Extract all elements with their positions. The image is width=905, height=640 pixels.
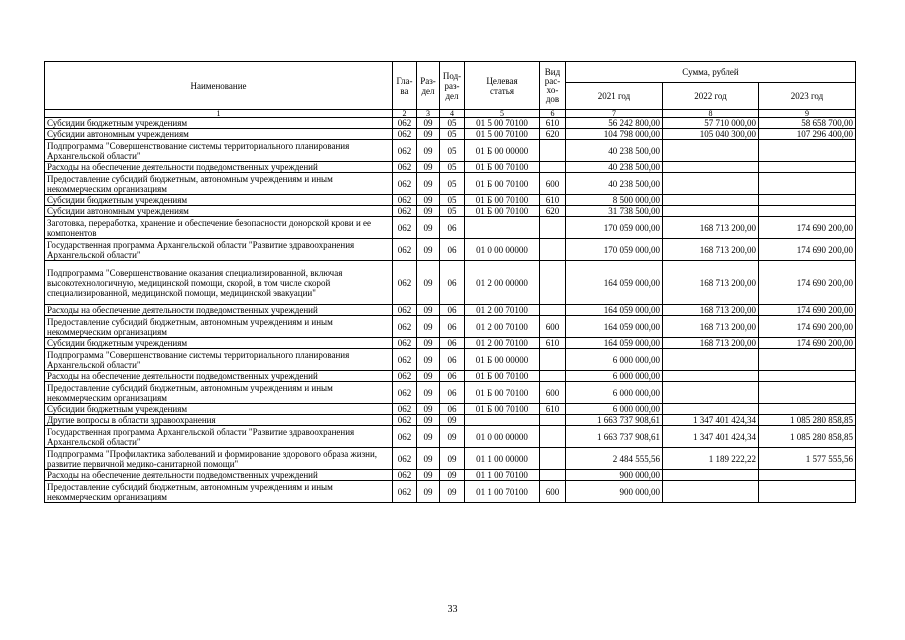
cell-target: 01 2 00 70100 (465, 305, 540, 316)
cell-target: 01 0 00 00000 (465, 239, 540, 261)
cell-name: Предоставление субсидий бюджетным, автономным учреждениям и иным некоммерческим организациям (45, 316, 393, 338)
cell-podrazdel: 05 (440, 140, 465, 162)
cell-razdel: 09 (417, 129, 440, 140)
cell-razdel: 09 (417, 140, 440, 162)
table-row (45, 195, 856, 206)
cell-name: Расходы на обеспечение деятельности подведомственных учреждений (45, 371, 393, 382)
cell-y2023: 174 690 200,00 (759, 316, 856, 338)
table-row (45, 129, 856, 140)
cell-podrazdel: 05 (440, 129, 465, 140)
table-row (45, 426, 856, 448)
cell-y2023 (759, 404, 856, 415)
table-row (45, 481, 856, 503)
cell-target: 01 5 00 70100 (465, 118, 540, 129)
cell-target: 01 2 00 00000 (465, 261, 540, 305)
cell-razdel: 09 (417, 470, 440, 481)
cell-target: 01 Б 00 70100 (465, 404, 540, 415)
cell-y2021: 40 238 500,00 (566, 162, 663, 173)
cell-razdel: 09 (417, 239, 440, 261)
cell-podrazdel: 09 (440, 415, 465, 426)
cell-target: 01 1 00 00000 (465, 448, 540, 470)
cell-y2021: 900 000,00 (566, 481, 663, 503)
cell-razdel: 09 (417, 118, 440, 129)
cell-glava: 062 (393, 217, 417, 239)
cell-razdel: 09 (417, 173, 440, 195)
budget-table (44, 61, 856, 503)
cell-podrazdel: 05 (440, 206, 465, 217)
cell-podrazdel: 05 (440, 195, 465, 206)
cell-name: Субсидии бюджетным учреждениям (45, 404, 393, 415)
cell-target: 01 Б 00 00000 (465, 349, 540, 371)
cell-razdel: 09 (417, 261, 440, 305)
table-row (45, 382, 856, 404)
cell-vid: 600 (540, 173, 566, 195)
cell-podrazdel: 06 (440, 382, 465, 404)
cell-name: Подпрограмма "Совершенствование системы территориального планирования Архангельской области" (45, 140, 393, 162)
cell-y2021: 2 484 555,56 (566, 448, 663, 470)
cell-y2022 (663, 404, 759, 415)
cell-name: Субсидии автономным учреждениям (45, 206, 393, 217)
cell-y2021: 6 000 000,00 (566, 404, 663, 415)
column-number: 4 (440, 110, 465, 118)
cell-y2021: 6 000 000,00 (566, 371, 663, 382)
cell-glava: 062 (393, 195, 417, 206)
cell-glava: 062 (393, 206, 417, 217)
cell-y2023: 174 690 200,00 (759, 239, 856, 261)
cell-glava: 062 (393, 382, 417, 404)
cell-y2021: 40 238 500,00 (566, 140, 663, 162)
cell-name: Подпрограмма "Совершенствование системы территориального планирования Архангельской области" (45, 349, 393, 371)
cell-y2023: 174 690 200,00 (759, 217, 856, 239)
column-number: 7 (566, 110, 663, 118)
cell-y2023: 174 690 200,00 (759, 338, 856, 349)
cell-target: 01 2 00 70100 (465, 316, 540, 338)
cell-podrazdel: 06 (440, 217, 465, 239)
cell-y2021: 1 663 737 908,61 (566, 426, 663, 448)
cell-podrazdel: 06 (440, 305, 465, 316)
cell-vid: 620 (540, 129, 566, 140)
cell-vid (540, 162, 566, 173)
cell-name: Субсидии автономным учреждениям (45, 129, 393, 140)
cell-target (465, 217, 540, 239)
table-row (45, 173, 856, 195)
cell-y2023 (759, 206, 856, 217)
cell-razdel: 09 (417, 206, 440, 217)
cell-glava: 062 (393, 481, 417, 503)
cell-y2023 (759, 162, 856, 173)
cell-vid: 620 (540, 206, 566, 217)
cell-vid (540, 305, 566, 316)
column-number-row (45, 110, 856, 118)
cell-name: Субсидии бюджетным учреждениям (45, 338, 393, 349)
cell-target: 01 Б 00 70100 (465, 382, 540, 404)
cell-podrazdel: 06 (440, 316, 465, 338)
cell-y2021: 56 242 800,00 (566, 118, 663, 129)
cell-razdel: 09 (417, 195, 440, 206)
cell-y2022: 57 710 000,00 (663, 118, 759, 129)
cell-vid: 600 (540, 481, 566, 503)
cell-vid: 610 (540, 404, 566, 415)
cell-y2021: 170 059 000,00 (566, 239, 663, 261)
cell-glava: 062 (393, 162, 417, 173)
cell-vid (540, 415, 566, 426)
cell-podrazdel: 06 (440, 261, 465, 305)
cell-y2023: 174 690 200,00 (759, 305, 856, 316)
header-year-2023: 2023 год (759, 83, 856, 110)
cell-podrazdel: 05 (440, 162, 465, 173)
cell-target: 01 Б 00 70100 (465, 162, 540, 173)
cell-name: Предоставление субсидий бюджетным, автономным учреждениям и иным некоммерческим организациям (45, 173, 393, 195)
cell-name: Подпрограмма "Профилактика заболеваний и формирование здорового образа жизни, развитие первичной медико-санитарной помощи" (45, 448, 393, 470)
cell-y2022: 168 713 200,00 (663, 261, 759, 305)
table-row (45, 371, 856, 382)
cell-razdel: 09 (417, 162, 440, 173)
cell-y2021: 8 500 000,00 (566, 195, 663, 206)
cell-name: Субсидии бюджетным учреждениям (45, 195, 393, 206)
cell-y2022 (663, 349, 759, 371)
header-glava: Гла- ва (393, 62, 417, 110)
cell-podrazdel: 05 (440, 118, 465, 129)
cell-glava: 062 (393, 316, 417, 338)
header-sum: Сумма, рублей (566, 62, 856, 83)
cell-y2023 (759, 173, 856, 195)
cell-podrazdel: 09 (440, 481, 465, 503)
cell-y2023 (759, 470, 856, 481)
cell-vid (540, 470, 566, 481)
cell-vid (540, 448, 566, 470)
table-row (45, 206, 856, 217)
cell-glava: 062 (393, 239, 417, 261)
cell-y2022: 168 713 200,00 (663, 316, 759, 338)
column-number: 2 (393, 110, 417, 118)
cell-target: 01 1 00 70100 (465, 470, 540, 481)
cell-glava: 062 (393, 261, 417, 305)
cell-y2022 (663, 371, 759, 382)
cell-y2022: 168 713 200,00 (663, 217, 759, 239)
cell-y2023 (759, 140, 856, 162)
cell-y2021: 164 059 000,00 (566, 261, 663, 305)
page-number: 33 (447, 604, 458, 615)
cell-podrazdel: 06 (440, 338, 465, 349)
cell-y2021: 900 000,00 (566, 470, 663, 481)
cell-y2023: 1 577 555,56 (759, 448, 856, 470)
cell-name: Расходы на обеспечение деятельности подведомственных учреждений (45, 305, 393, 316)
cell-razdel: 09 (417, 316, 440, 338)
cell-y2022: 168 713 200,00 (663, 305, 759, 316)
column-number: 8 (663, 110, 759, 118)
column-number: 5 (465, 110, 540, 118)
cell-name: Расходы на обеспечение деятельности подведомственных учреждений (45, 470, 393, 481)
cell-razdel: 09 (417, 349, 440, 371)
cell-name: Государственная программа Архангельской области "Развитие здравоохранения Архангельской области" (45, 239, 393, 261)
cell-glava: 062 (393, 129, 417, 140)
column-number: 1 (45, 110, 393, 118)
cell-razdel: 09 (417, 338, 440, 349)
table-row (45, 415, 856, 426)
cell-podrazdel: 06 (440, 404, 465, 415)
table-row (45, 140, 856, 162)
cell-target: 01 5 00 70100 (465, 129, 540, 140)
cell-razdel: 09 (417, 426, 440, 448)
cell-target: 01 1 00 70100 (465, 481, 540, 503)
cell-podrazdel: 06 (440, 371, 465, 382)
cell-y2023 (759, 195, 856, 206)
cell-y2021: 40 238 500,00 (566, 173, 663, 195)
cell-y2022 (663, 382, 759, 404)
table-row (45, 470, 856, 481)
cell-y2021: 104 798 000,00 (566, 129, 663, 140)
cell-vid (540, 261, 566, 305)
cell-glava: 062 (393, 470, 417, 481)
cell-y2022 (663, 206, 759, 217)
cell-name: Субсидии бюджетным учреждениям (45, 118, 393, 129)
cell-glava: 062 (393, 118, 417, 129)
cell-y2022: 1 189 222,22 (663, 448, 759, 470)
cell-target: 01 0 00 00000 (465, 426, 540, 448)
table-row (45, 217, 856, 239)
cell-vid (540, 371, 566, 382)
cell-razdel: 09 (417, 481, 440, 503)
cell-target: 01 Б 00 70100 (465, 206, 540, 217)
cell-y2022: 105 040 300,00 (663, 129, 759, 140)
cell-y2022 (663, 470, 759, 481)
cell-name: Государственная программа Архангельской области "Развитие здравоохранения Архангельской области" (45, 426, 393, 448)
cell-y2022: 168 713 200,00 (663, 338, 759, 349)
cell-y2021: 164 059 000,00 (566, 305, 663, 316)
cell-y2023: 1 085 280 858,85 (759, 426, 856, 448)
table-row (45, 118, 856, 129)
cell-podrazdel: 06 (440, 239, 465, 261)
cell-y2021: 31 738 500,00 (566, 206, 663, 217)
header-name: Наименование (45, 62, 393, 110)
cell-podrazdel: 06 (440, 349, 465, 371)
cell-glava: 062 (393, 404, 417, 415)
header-year-2021: 2021 год (566, 83, 663, 110)
cell-y2022 (663, 481, 759, 503)
column-number: 6 (540, 110, 566, 118)
cell-y2022 (663, 162, 759, 173)
cell-y2021: 164 059 000,00 (566, 338, 663, 349)
cell-y2021: 164 059 000,00 (566, 316, 663, 338)
header-year-2022: 2022 год (663, 83, 759, 110)
cell-y2022 (663, 140, 759, 162)
cell-glava: 062 (393, 173, 417, 195)
column-number: 3 (417, 110, 440, 118)
cell-y2023 (759, 349, 856, 371)
cell-vid (540, 217, 566, 239)
cell-razdel: 09 (417, 371, 440, 382)
table-row (45, 338, 856, 349)
cell-name: Расходы на обеспечение деятельности подведомственных учреждений (45, 162, 393, 173)
cell-y2023 (759, 481, 856, 503)
table-row (45, 349, 856, 371)
table-row (45, 261, 856, 305)
table-row (45, 404, 856, 415)
cell-y2022: 1 347 401 424,34 (663, 415, 759, 426)
cell-y2023: 107 296 400,00 (759, 129, 856, 140)
cell-glava: 062 (393, 349, 417, 371)
cell-y2023 (759, 382, 856, 404)
cell-y2023: 174 690 200,00 (759, 261, 856, 305)
cell-target: 01 2 00 70100 (465, 338, 540, 349)
cell-razdel: 09 (417, 415, 440, 426)
cell-vid: 600 (540, 382, 566, 404)
cell-glava: 062 (393, 371, 417, 382)
cell-y2021: 1 663 737 908,61 (566, 415, 663, 426)
cell-y2023 (759, 371, 856, 382)
cell-y2021: 6 000 000,00 (566, 349, 663, 371)
cell-vid (540, 426, 566, 448)
table-row (45, 305, 856, 316)
cell-razdel: 09 (417, 404, 440, 415)
cell-glava: 062 (393, 415, 417, 426)
cell-y2023: 58 658 700,00 (759, 118, 856, 129)
cell-vid: 610 (540, 118, 566, 129)
cell-target: 01 Б 00 70100 (465, 371, 540, 382)
table-row (45, 448, 856, 470)
table-row (45, 162, 856, 173)
cell-vid (540, 140, 566, 162)
cell-podrazdel: 09 (440, 470, 465, 481)
cell-y2021: 170 059 000,00 (566, 217, 663, 239)
cell-name: Подпрограмма "Совершенствование оказания специализированной, включая высокотехнологичную, медицинской помощи, скорой, в том числе скорой специализированной, медицинской помощи, медицинской эвакуации" (45, 261, 393, 305)
table-row (45, 239, 856, 261)
cell-target (465, 415, 540, 426)
cell-vid: 610 (540, 195, 566, 206)
cell-target: 01 Б 00 70100 (465, 173, 540, 195)
column-number: 9 (759, 110, 856, 118)
cell-podrazdel: 05 (440, 173, 465, 195)
cell-name: Другие вопросы в области здравоохранения (45, 415, 393, 426)
cell-target: 01 Б 00 70100 (465, 195, 540, 206)
cell-y2022 (663, 173, 759, 195)
cell-y2023: 1 085 280 858,85 (759, 415, 856, 426)
cell-vid: 610 (540, 338, 566, 349)
cell-razdel: 09 (417, 448, 440, 470)
header-vid: Вид рас- хо- дов (540, 62, 566, 110)
cell-name: Предоставление субсидий бюджетным, автономным учреждениям и иным некоммерческим организациям (45, 481, 393, 503)
cell-vid: 600 (540, 316, 566, 338)
cell-y2021: 6 000 000,00 (566, 382, 663, 404)
cell-glava: 062 (393, 140, 417, 162)
cell-glava: 062 (393, 338, 417, 349)
cell-y2022: 1 347 401 424,34 (663, 426, 759, 448)
cell-target: 01 Б 00 00000 (465, 140, 540, 162)
header-target: Целевая статья (465, 62, 540, 110)
cell-razdel: 09 (417, 217, 440, 239)
cell-razdel: 09 (417, 305, 440, 316)
table-row (45, 316, 856, 338)
cell-y2022: 168 713 200,00 (663, 239, 759, 261)
cell-name: Предоставление субсидий бюджетным, автономным учреждениям и иным некоммерческим организациям (45, 382, 393, 404)
cell-glava: 062 (393, 305, 417, 316)
cell-vid (540, 239, 566, 261)
cell-y2022 (663, 195, 759, 206)
header-podrazdel: Под- раз- дел (440, 62, 465, 110)
cell-podrazdel: 09 (440, 448, 465, 470)
cell-name: Заготовка, переработка, хранение и обеспечение безопасности донорской крови и ее компонентов (45, 217, 393, 239)
cell-vid (540, 349, 566, 371)
cell-glava: 062 (393, 426, 417, 448)
header-razdel: Раз- дел (417, 62, 440, 110)
cell-razdel: 09 (417, 382, 440, 404)
cell-glava: 062 (393, 448, 417, 470)
cell-podrazdel: 09 (440, 426, 465, 448)
